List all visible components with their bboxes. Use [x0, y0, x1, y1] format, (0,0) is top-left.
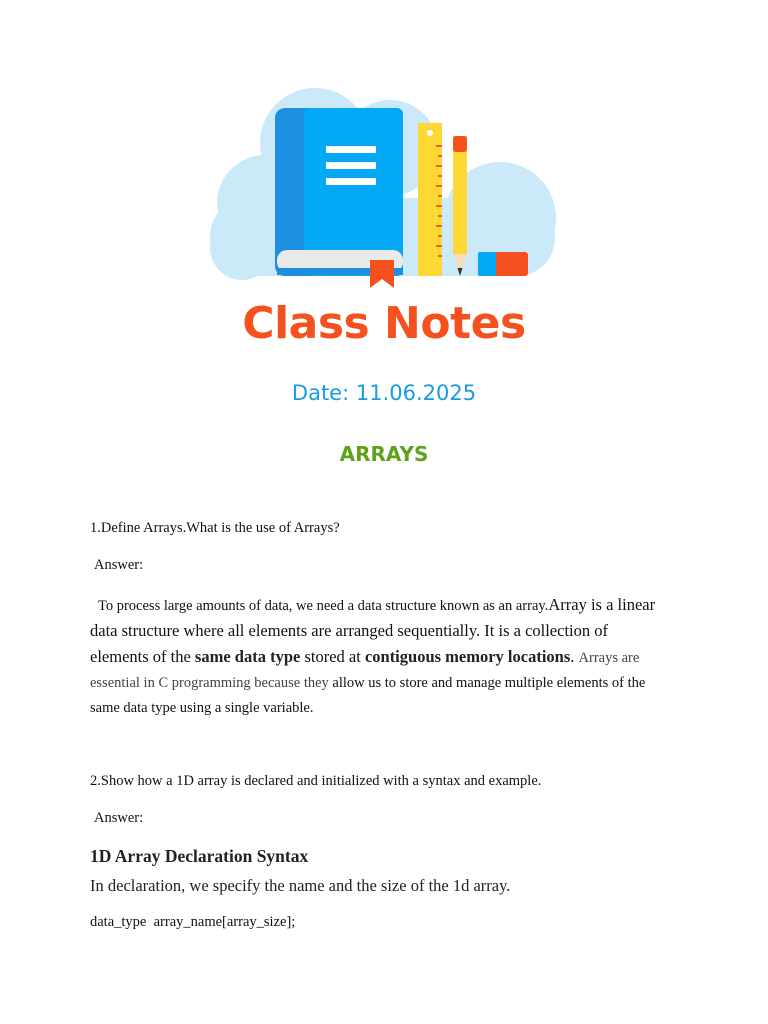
ruler-icon: [418, 123, 442, 276]
answer-1-emphasis: same data type: [194, 647, 301, 666]
answer-1-emphasis: contiguous memory locations: [364, 647, 571, 666]
section-heading: 1D Array Declaration Syntax: [90, 846, 309, 866]
answer-1-text: Array is a linear: [548, 595, 656, 614]
answer-1-text: .: [570, 647, 579, 666]
answer-1-text: To process large amounts of data, we need a data structure known as an array.: [98, 598, 549, 614]
answer-1-paragraph: [90, 592, 690, 720]
eraser-icon: [478, 252, 528, 276]
topic-heading: ARRAYS: [339, 442, 429, 466]
answer-1-text: essential in C programming because they: [90, 675, 333, 691]
answer-1-text: stored at: [300, 647, 365, 666]
class-notes-illustration: [200, 78, 570, 293]
book-icon: [275, 108, 403, 288]
pencil-icon: [453, 136, 467, 276]
syntax-code: data_type array_name[array_size];: [90, 914, 296, 930]
note-date: Date: 11.06.2025: [291, 381, 477, 405]
question-1: 1.Define Arrays.What is the use of Arrays?: [90, 520, 340, 536]
answer-1-text: Arrays are: [578, 650, 640, 666]
page-title: Class Notes: [242, 298, 526, 349]
answer-1-text: allow us to store and manage multiple elements of the: [332, 675, 646, 691]
answer-1-text: same data type using a single variable.: [90, 700, 314, 716]
question-2: 2.Show how a 1D array is declared and initialized with a syntax and example.: [90, 773, 542, 789]
declaration-description: In declaration, we specify the name and the size of the 1d array.: [90, 876, 511, 895]
answer-label-1: Answer:: [94, 557, 144, 573]
answer-label-2: Answer:: [94, 810, 144, 826]
answer-1-text: data structure where all elements are arranged sequentially. It is a collection of: [90, 621, 608, 640]
answer-1-text: elements of the: [90, 647, 195, 666]
